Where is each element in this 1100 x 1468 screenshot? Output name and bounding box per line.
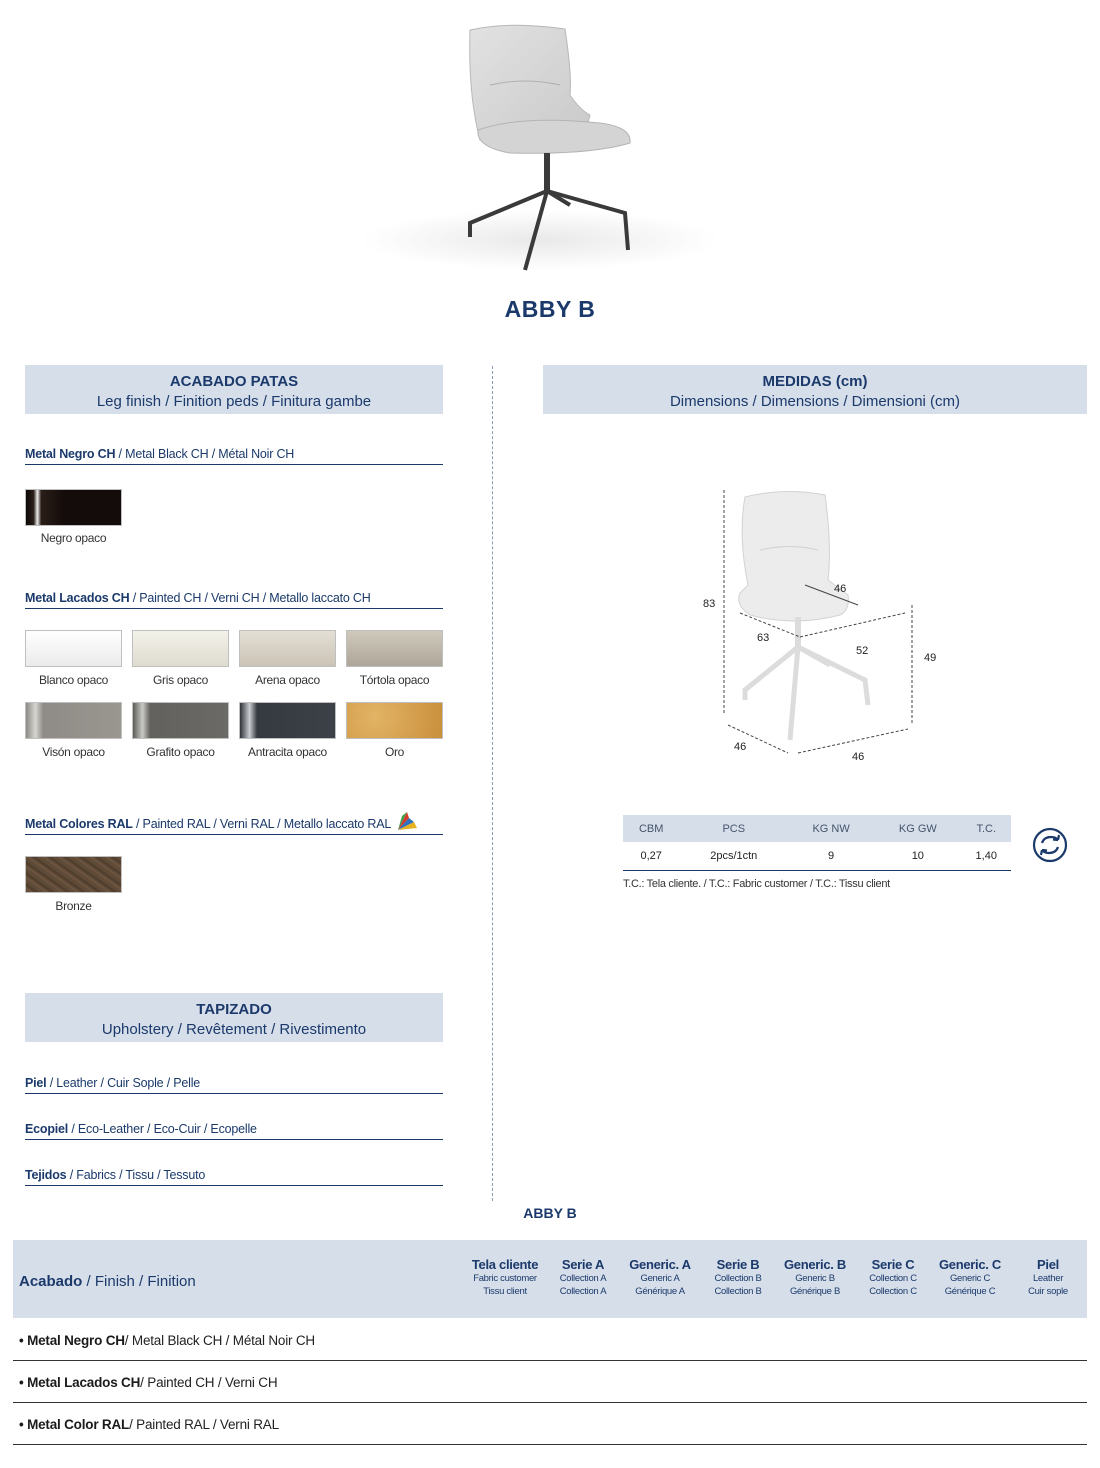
table-row — [623, 842, 1011, 870]
dimensions-header — [543, 365, 1087, 414]
swatch-grafito-opaco[interactable] — [132, 702, 229, 739]
finish-group-heading: Metal Lacados CH / Painted CH / Verni CH / Metallo laccato CH — [25, 591, 443, 609]
column-divider — [492, 366, 493, 1201]
leg-finish-title: ACABADO PATAS — [169, 373, 299, 390]
table-row: • Metal Color RAL / Painted RAL / Verni RAL — [13, 1404, 1087, 1445]
col-generic-a: Generic. A Generic A Générique A — [629, 1257, 691, 1297]
price-table-title: ABBY B — [523, 1205, 577, 1221]
swatch-label: Arena opaco — [255, 673, 320, 687]
upholstery-header — [25, 993, 443, 1042]
swatch-blanco-opaco[interactable] — [25, 630, 122, 667]
col-kg-nw: KG NW — [788, 815, 874, 842]
col-serie-c: Serie C Collection C Collection C — [869, 1257, 917, 1297]
dim-seat-height: 49 — [924, 652, 937, 664]
col-serie-b: Serie B Collection B Collection B — [714, 1257, 762, 1297]
col-generic-c: Generic. C Generic C Générique C — [938, 1257, 1002, 1297]
swatch-oro[interactable] — [346, 702, 443, 739]
product-title: ABBY B — [504, 296, 596, 322]
dim-width: 52 — [856, 645, 869, 657]
finish-group-heading: Metal Negro CH / Metal Black CH / Métal Noir CH — [25, 447, 443, 465]
cell-tc: 1,40 — [962, 842, 1011, 870]
leg-finish-subtitle: Leg finish / Finition peds / Finitura gambe — [96, 393, 372, 410]
dimensions-subtitle: Dimensions / Dimensions / Dimensioni (cm) — [669, 393, 961, 410]
swatch-negro-opaco[interactable] — [25, 489, 122, 526]
finish-group-heading: Metal Colores RAL / Painted RAL / Verni RAL / Metallo laccato RAL — [25, 817, 443, 835]
swatch-gris-opaco[interactable] — [132, 630, 229, 667]
swatch-bronze[interactable] — [25, 856, 122, 893]
col-generic-b: Generic. B Generic B Générique B — [783, 1257, 847, 1297]
swatch-label: Grafito opaco — [146, 745, 215, 759]
dim-height: 83 — [703, 598, 716, 610]
ral-color-fan-icon — [394, 808, 420, 834]
swatch-label: Tórtola opaco — [359, 673, 430, 687]
dim-base-depth: 46 — [734, 741, 747, 753]
col-tc: T.C. — [962, 815, 1011, 842]
swatch-label: Oro — [384, 745, 405, 759]
col-piel: Piel Leather Cuir sople — [1028, 1257, 1068, 1297]
upholstery-subtitle: Upholstery / Revêtement / Rivestimento — [101, 1021, 367, 1038]
col-serie-a: Serie A Collection A Collection A — [559, 1257, 607, 1297]
swatch-tortola-opaco[interactable] — [346, 630, 443, 667]
col-pcs: PCS — [679, 815, 788, 842]
col-tela-cliente: Tela cliente Fabric customer Tissu client — [471, 1257, 539, 1297]
finish-column-label: Acabado / Finish / Finition — [19, 1273, 196, 1290]
swatch-label: Antracita opaco — [248, 745, 327, 759]
swatch-label: Visón opaco — [42, 745, 105, 759]
swivel-icon — [1032, 827, 1068, 863]
packaging-table — [623, 815, 1011, 871]
col-kg-gw: KG GW — [874, 815, 961, 842]
swatch-antracita-opaco[interactable] — [239, 702, 336, 739]
swatch-arena-opaco[interactable] — [239, 630, 336, 667]
upholstery-item-leather: Piel / Leather / Cuir Sople / Pelle — [25, 1076, 443, 1094]
col-cbm: CBM — [623, 815, 679, 842]
cell-pcs: 2pcs/1ctn — [679, 842, 788, 870]
tc-note: T.C.: Tela cliente. / T.C.: Fabric customer / T.C.: Tissu client — [623, 878, 890, 890]
upholstery-item-fabrics: Tejidos / Fabrics / Tissu / Tessuto — [25, 1168, 443, 1186]
swatch-label: Blanco opaco — [38, 673, 109, 687]
leg-finish-header — [25, 365, 443, 414]
dimension-drawing — [690, 485, 950, 770]
upholstery-item-ecoleather: Ecopiel / Eco-Leather / Eco-Cuir / Ecopelle — [25, 1122, 443, 1140]
dim-depth: 63 — [757, 632, 770, 644]
dim-seat-depth: 46 — [834, 583, 847, 595]
table-row: • Metal Negro CH / Metal Black CH / Métal Noir CH — [13, 1320, 1087, 1361]
cell-kg-nw: 9 — [788, 842, 874, 870]
swatch-label: Gris opaco — [152, 673, 209, 687]
product-photo — [360, 15, 720, 280]
upholstery-title: TAPIZADO — [196, 1001, 272, 1018]
dim-base-width: 46 — [852, 751, 865, 763]
cell-cbm: 0,27 — [623, 842, 679, 870]
dimensions-title: MEDIDAS (cm) — [762, 373, 868, 390]
swatch-label: Negro opaco — [40, 531, 107, 545]
cell-kg-gw: 10 — [874, 842, 961, 870]
table-row: • Metal Lacados CH / Painted CH / Verni CH — [13, 1362, 1087, 1403]
swatch-label: Bronze — [55, 899, 92, 913]
swatch-vison-opaco[interactable] — [25, 702, 122, 739]
